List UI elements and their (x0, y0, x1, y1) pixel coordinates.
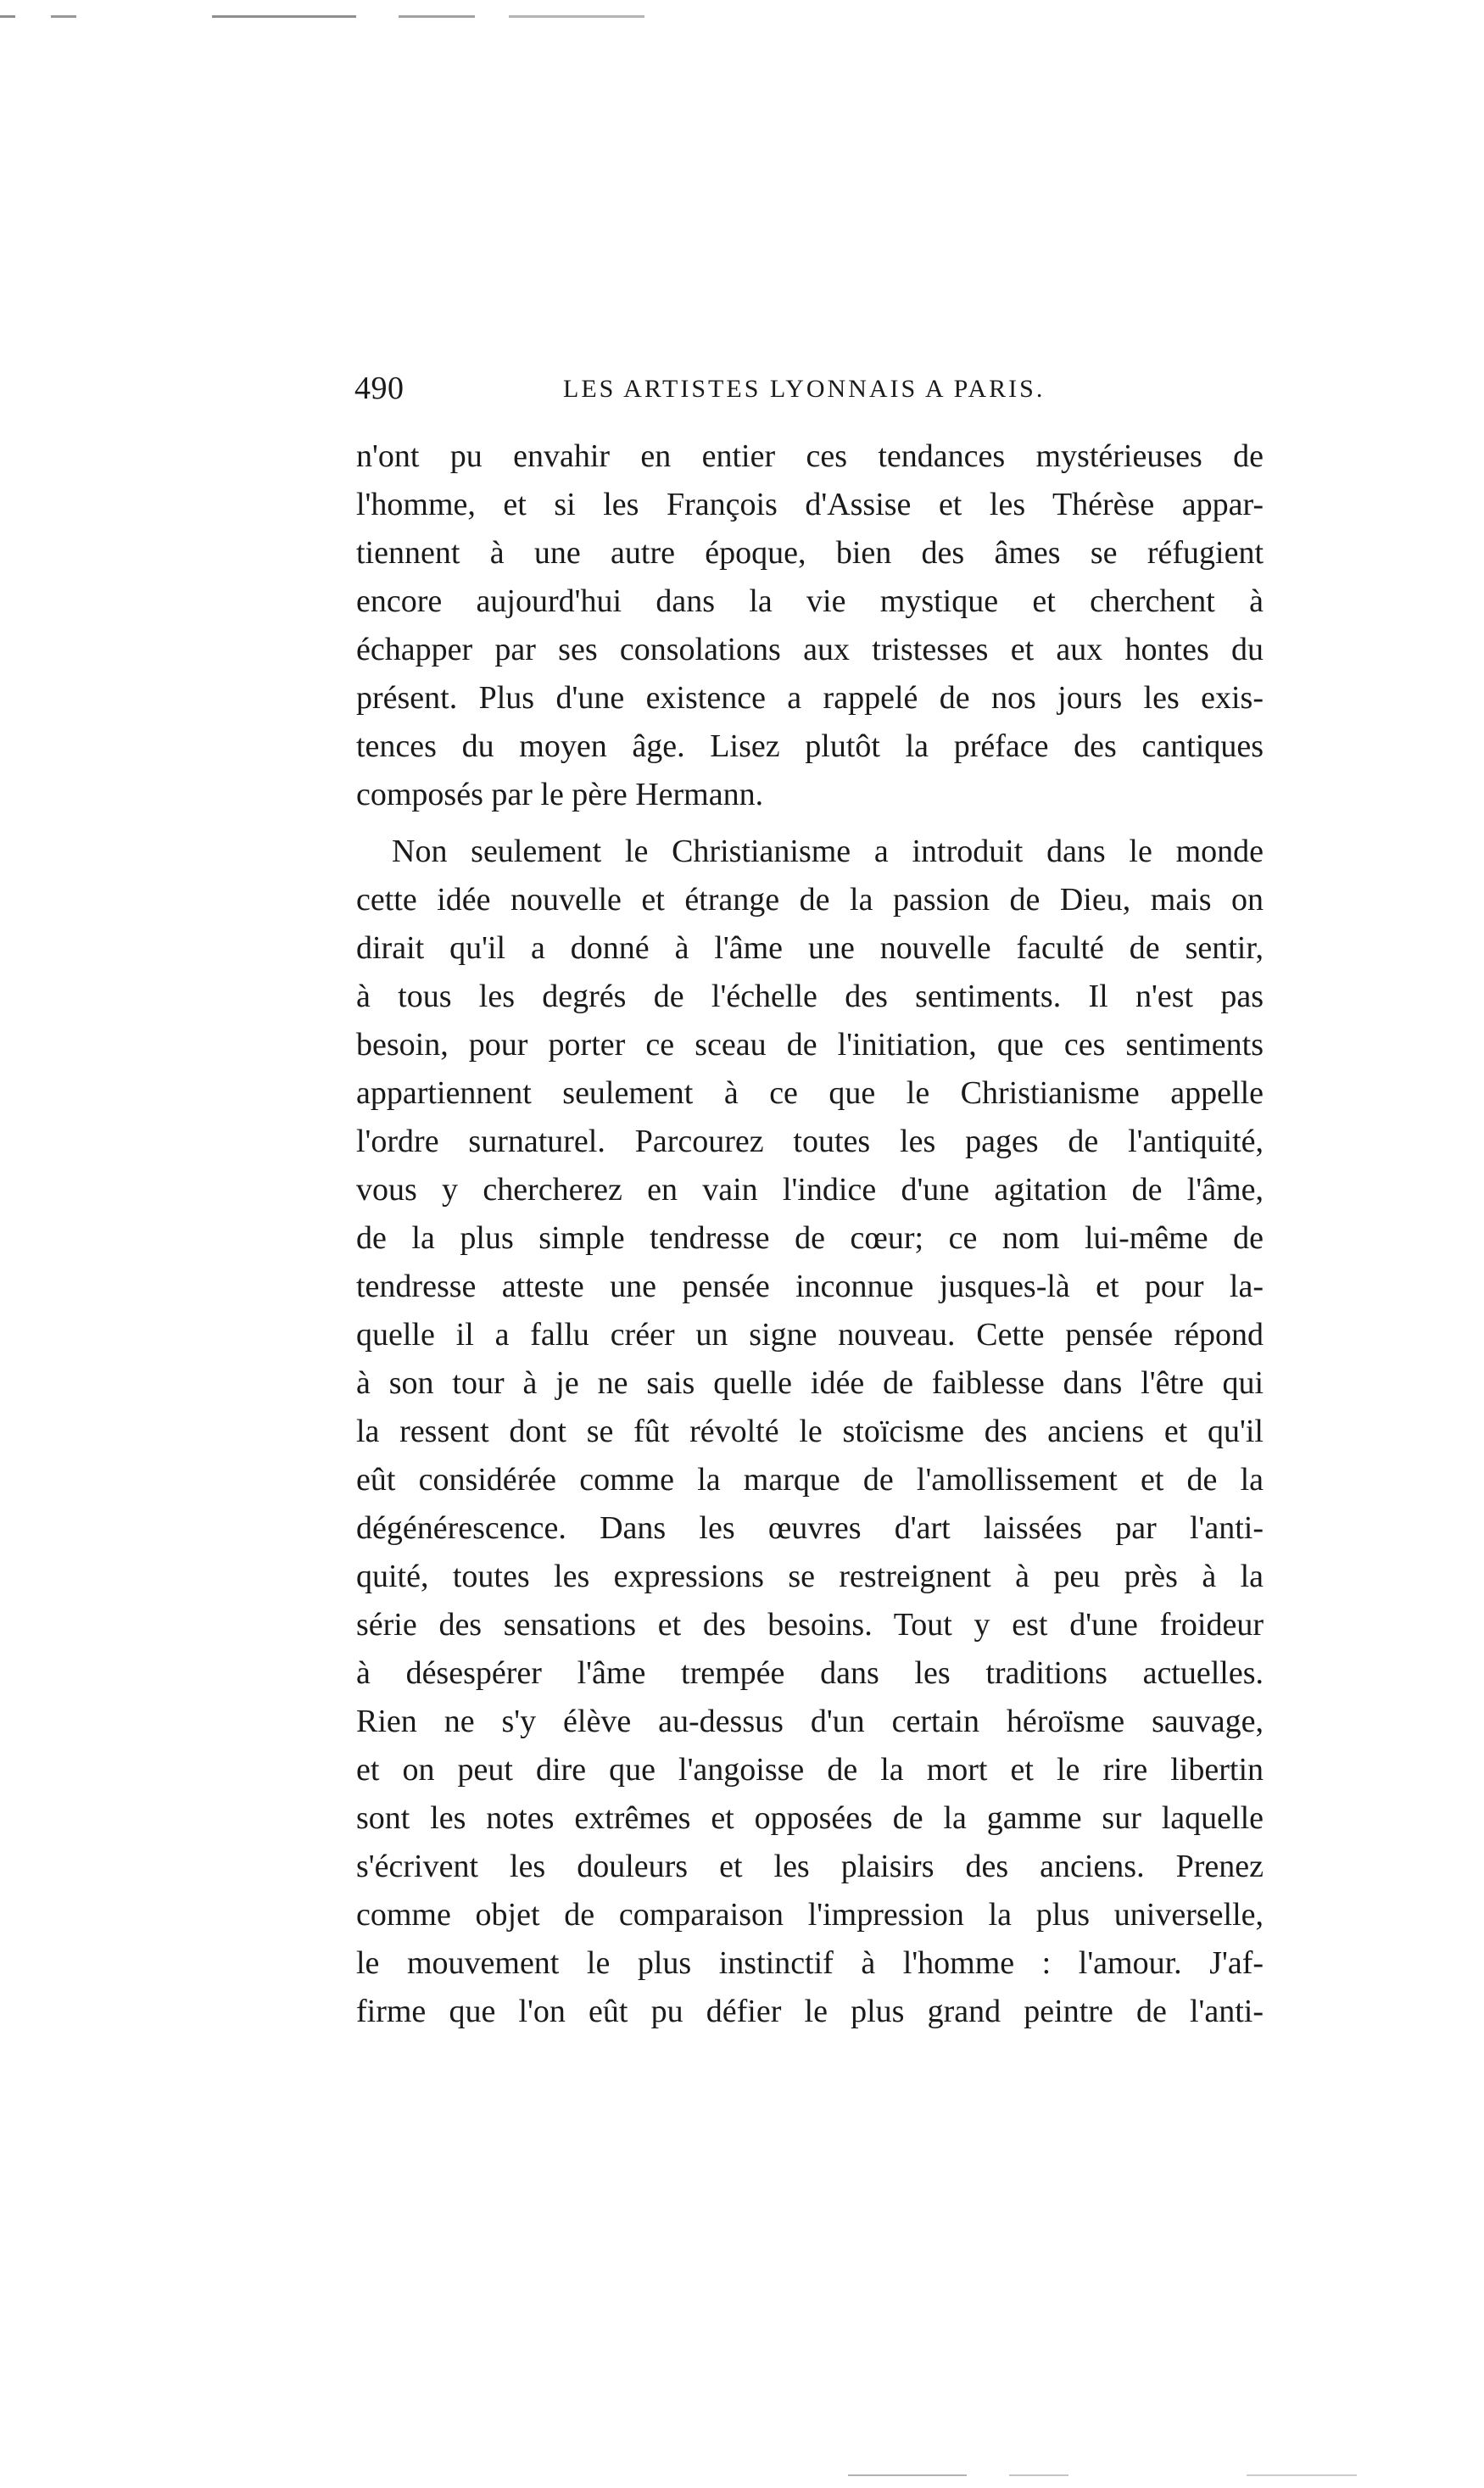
text-line: à son tour à je ne sais quelle idée de faiblesse dans l'être qui (356, 1365, 1264, 1401)
text-line: de la plus simple tendresse de cœur; ce nom lui-même de (356, 1220, 1264, 1256)
text-line: Non seulement le Christianisme a introduit dans le monde (392, 834, 1264, 869)
paragraph-2 (356, 828, 1264, 2036)
text-line: comme objet de comparaison l'impression la plus universelle, (356, 1897, 1264, 1933)
text-line: sont les notes extrêmes et opposées de la gamme sur laquelle (356, 1800, 1264, 1836)
text-line: la ressent dont se fût révolté le stoïcisme des anciens et qu'il (356, 1414, 1264, 1449)
text-line: besoin, pour porter ce sceau de l'initiation, que ces sentiments (356, 1027, 1264, 1063)
text-line: l'homme, et si les François d'Assise et les Thérèse appar- (356, 487, 1264, 522)
text-line: présent. Plus d'une existence a rappelé de nos jours les exis- (356, 680, 1264, 716)
text-line: série des sensations et des besoins. Tout y est d'une froideur (356, 1607, 1264, 1643)
scan-bottom-marks (848, 2474, 1357, 2476)
text-line: dégénérescence. Dans les œuvres d'art laissées par l'anti- (356, 1510, 1264, 1546)
text-line: eût considérée comme la marque de l'amollissement et de la (356, 1462, 1264, 1498)
text-line: à désespérer l'âme trempée dans les traditions actuelles. (356, 1655, 1264, 1691)
text-line: firme que l'on eût pu défier le plus grand peintre de l'anti- (356, 1994, 1264, 2029)
paragraph-gap (356, 819, 1264, 828)
text-line: cette idée nouvelle et étrange de la passion de Dieu, mais on (356, 882, 1264, 918)
text-line: et on peut dire que l'angoisse de la mort et le rire libertin (356, 1752, 1264, 1788)
text-line: tendresse atteste une pensée inconnue jusques-là et pour la- (356, 1269, 1264, 1304)
body-text (356, 432, 1264, 2036)
text-line: quité, toutes les expressions se restreignent à peu près à la (356, 1559, 1264, 1594)
text-line: le mouvement le plus instinctif à l'homme : l'amour. J'af- (356, 1945, 1264, 1981)
text-line: quelle il a fallu créer un signe nouveau. Cette pensée répond (356, 1317, 1264, 1353)
page-number: 490 (354, 371, 404, 406)
text-line: dirait qu'il a donné à l'âme une nouvelle faculté de sentir, (356, 930, 1264, 966)
text-line: vous y chercherez en vain l'indice d'une agitation de l'âme, (356, 1172, 1264, 1208)
text-line: tences du moyen âge. Lisez plutôt la préface des cantiques (356, 728, 1264, 764)
running-head: LES ARTISTES LYONNAIS A PARIS. (563, 375, 1046, 403)
text-line: tiennent à une autre époque, bien des âmes se réfugient (356, 535, 1264, 571)
text-line: l'ordre surnaturel. Parcourez toutes les pages de l'antiquité, (356, 1124, 1264, 1159)
scan-edge-marks (0, 15, 644, 18)
paragraph-1 (356, 432, 1264, 819)
text-line: encore aujourd'hui dans la vie mystique et cherchent à (356, 583, 1264, 619)
page-header (354, 370, 1264, 409)
text-line: n'ont pu envahir en entier ces tendances mystérieuses de (356, 438, 1264, 474)
text-line: composés par le père Hermann. (356, 777, 764, 812)
text-line: appartiennent seulement à ce que le Christianisme appelle (356, 1075, 1264, 1111)
text-line: Rien ne s'y élève au-dessus d'un certain héroïsme sauvage, (356, 1704, 1264, 1739)
text-line: s'écrivent les douleurs et les plaisirs des anciens. Prenez (356, 1849, 1264, 1884)
text-line: échapper par ses consolations aux tristesses et aux hontes du (356, 632, 1264, 667)
text-line: à tous les degrés de l'échelle des sentiments. Il n'est pas (356, 979, 1264, 1014)
